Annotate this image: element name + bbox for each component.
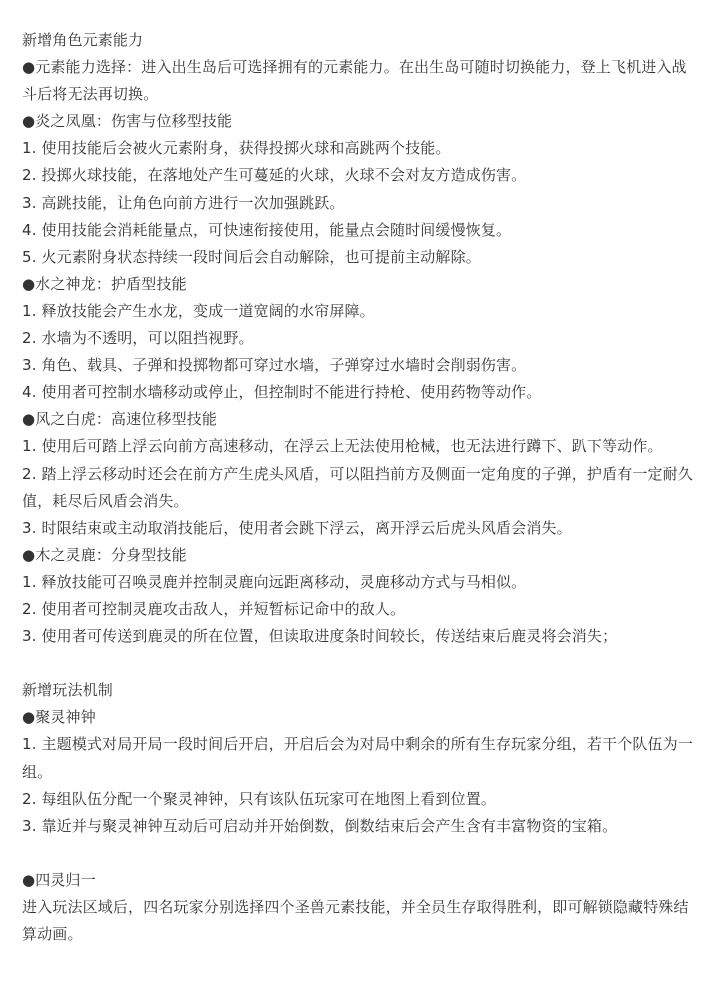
list-item: 1. 使用技能后会被火元素附身，获得投掷火球和高跳两个技能。 xyxy=(22,139,451,158)
paragraph-four-spirits: 进入玩法区域后，四名玩家分别选择四个圣兽元素技能，并全员生存取得胜利，即可解锁隐藏特殊结算动画。 xyxy=(22,898,689,944)
list-item: 3. 高跳技能，让角色向前方进行一次加强跳跃。 xyxy=(22,193,345,212)
article-body xyxy=(22,27,698,948)
list-item: 1. 释放技能会产生水龙，变成一道宽阔的水帘屏障。 xyxy=(22,301,375,320)
heading-spirit-bell: ●聚灵神钟 xyxy=(22,708,96,727)
list-item: 4. 使用者可控制水墙移动或停止，但控制时不能进行持枪、使用药物等动作。 xyxy=(22,383,542,402)
heading-wood-deer: ●木之灵鹿：分身型技能 xyxy=(22,545,187,564)
list-item: 2. 每组队伍分配一个聚灵神钟，只有该队伍玩家可在地图上看到位置。 xyxy=(22,789,497,808)
heading-wind-tiger: ●风之白虎：高速位移型技能 xyxy=(22,410,218,429)
section-spacer xyxy=(22,840,698,867)
heading-fire-phoenix: ●炎之凤凰：伤害与位移型技能 xyxy=(22,112,233,131)
list-item: 1. 释放技能可召唤灵鹿并控制灵鹿向远距离移动，灵鹿移动方式与马相似。 xyxy=(22,572,527,591)
heading-four-spirits: ●四灵归一 xyxy=(22,870,96,889)
list-item: 5. 火元素附身状态持续一段时间后会自动解除，也可提前主动解除。 xyxy=(22,247,481,266)
paragraph-element-selection: ●元素能力选择：进入出生岛后可选择拥有的元素能力。在出生岛可随时切换能力，登上飞机进入战斗后将无法再切换。 xyxy=(22,58,687,104)
section-spacer xyxy=(22,650,698,677)
list-item: 1. 使用后可踏上浮云向前方高速移动，在浮云上无法使用枪械，也无法进行蹲下、趴下等动作。 xyxy=(22,437,663,456)
section-title-gameplay-mechanics: 新增玩法机制 xyxy=(22,681,113,700)
list-item: 3. 使用者可传送到鹿灵的所在位置，但读取进度条时间较长，传送结束后鹿灵将会消失； xyxy=(22,627,618,646)
list-item: 2. 使用者可控制灵鹿攻击敌人，并短暂标记命中的敌人。 xyxy=(22,599,406,618)
list-item: 2. 水墙为不透明，可以阻挡视野。 xyxy=(22,329,254,348)
list-item: 2. 投掷火球技能，在落地处产生可蔓延的火球，火球不会对友方造成伤害。 xyxy=(22,166,527,185)
list-item: 4. 使用技能会消耗能量点，可快速衔接使用，能量点会随时间缓慢恢复。 xyxy=(22,220,512,239)
list-item: 2. 踏上浮云移动时还会在前方产生虎头风盾，可以阻挡前方及侧面一定角度的子弹，护盾有一定耐久值，耗尽后风盾会消失。 xyxy=(22,464,693,510)
list-item: 3. 时限结束或主动取消技能后，使用者会跳下浮云，离开浮云后虎头风盾会消失。 xyxy=(22,518,572,537)
list-item: 1. 主题模式对局开局一段时间后开启，开启后会为对局中剩余的所有生存玩家分组，若干个队伍为一组。 xyxy=(22,735,693,781)
heading-water-dragon: ●水之神龙：护盾型技能 xyxy=(22,274,187,293)
section-title-character-elements: 新增角色元素能力 xyxy=(22,31,144,49)
list-item: 3. 角色、载具、子弹和投掷物都可穿过水墙，子弹穿过水墙时会削弱伤害。 xyxy=(22,356,527,375)
list-item: 3. 靠近并与聚灵神钟互动后可启动并开始倒数，倒数结束后会产生含有丰富物资的宝箱。 xyxy=(22,816,618,835)
